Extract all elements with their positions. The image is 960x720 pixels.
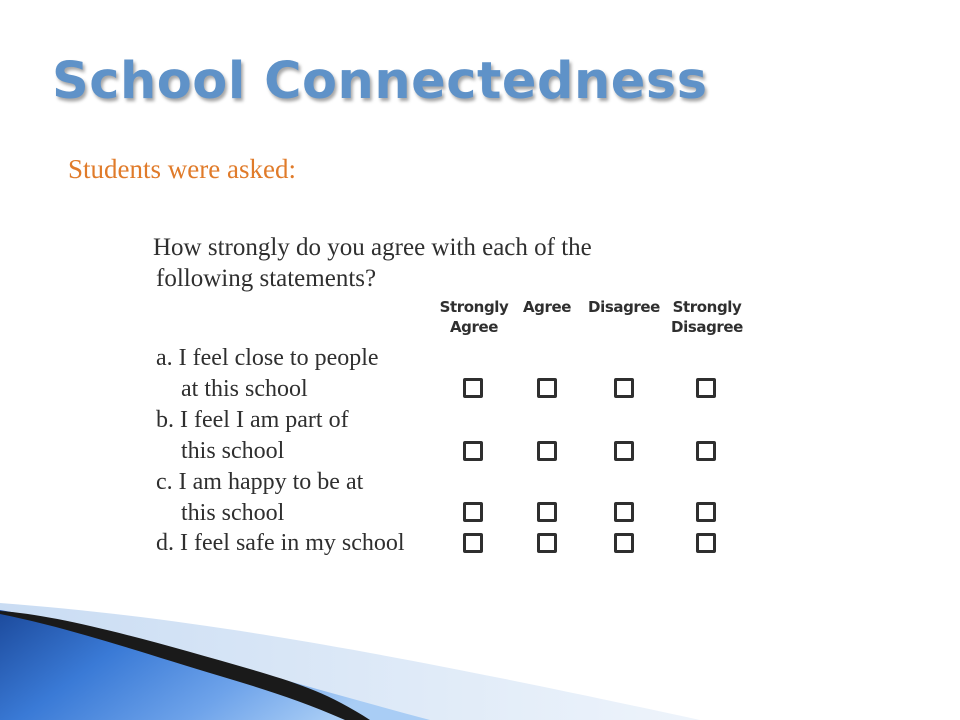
survey-item-line: a. I feel close to people: [156, 345, 379, 371]
survey-question-line: following statements?: [156, 265, 377, 292]
column-header-line: Disagree: [671, 318, 743, 336]
survey-item-line: b. I feel I am part of: [156, 407, 349, 433]
survey-item-line: this school: [181, 500, 285, 526]
survey-item-line: c. I am happy to be at: [156, 469, 364, 495]
survey-question-line: How strongly do you agree with each of the: [153, 234, 592, 261]
column-header-line: Agree: [449, 318, 499, 336]
column-header-line: Strongly: [439, 298, 509, 316]
survey-item-line: this school: [181, 438, 285, 464]
slide-title: School Connectedness: [52, 52, 708, 111]
column-header-line: Agree: [522, 298, 572, 316]
survey-item-line: at this school: [181, 376, 308, 402]
survey-item-line: d. I feel safe in my school: [156, 530, 405, 556]
slide-subtitle: Students were asked:: [68, 154, 296, 184]
column-header-line: Disagree: [588, 298, 660, 316]
column-header-line: Strongly: [672, 298, 742, 316]
